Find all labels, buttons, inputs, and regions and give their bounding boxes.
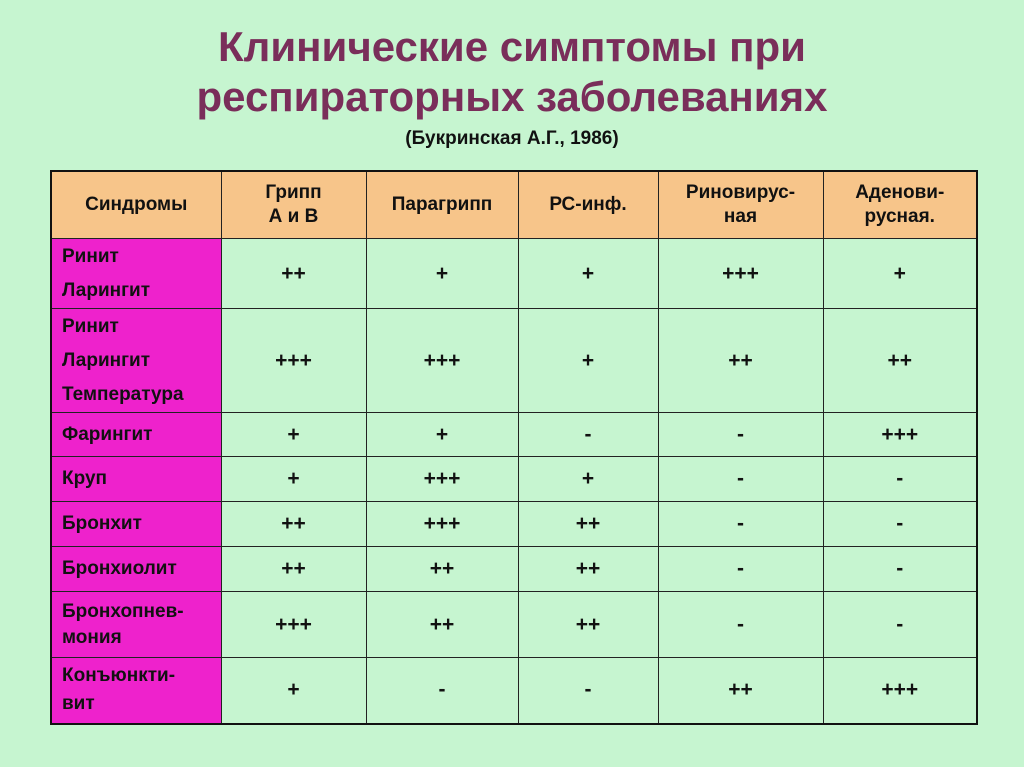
title-line-2: респираторных заболеваниях (196, 73, 828, 120)
table-cell: +++ (366, 457, 518, 502)
table-cell: +++ (658, 239, 823, 309)
table-cell: + (366, 239, 518, 309)
table-cell: - (658, 592, 823, 658)
table-header-row (51, 171, 977, 239)
row-label: Ринит Ларингит (51, 239, 221, 309)
table-cell: - (658, 502, 823, 547)
table-cell: ++ (518, 547, 658, 592)
table-cell: ++ (518, 592, 658, 658)
row-label: Круп (51, 457, 221, 502)
table-cell: ++ (658, 658, 823, 724)
table-cell: - (658, 457, 823, 502)
row-label: Ринит Ларингит Температура (51, 309, 221, 413)
table-cell: ++ (221, 239, 366, 309)
table-row (51, 457, 977, 502)
table-cell: ++ (221, 502, 366, 547)
table-row (51, 547, 977, 592)
table-cell: +++ (221, 592, 366, 658)
header-adenovirus: Аденови- русная. (823, 171, 977, 239)
page-title (0, 22, 1024, 122)
table-cell: - (658, 547, 823, 592)
row-label: Бронхит (51, 502, 221, 547)
table-cell: - (518, 413, 658, 457)
table-cell: + (221, 457, 366, 502)
table-cell: +++ (366, 502, 518, 547)
table-cell: + (518, 457, 658, 502)
table-cell: + (221, 413, 366, 457)
table-cell: - (366, 658, 518, 724)
table-cell: ++ (221, 547, 366, 592)
table-cell: + (518, 309, 658, 413)
header-syndromes: Синдромы (51, 171, 221, 239)
table-cell: +++ (221, 309, 366, 413)
symptoms-table (50, 170, 978, 725)
table-cell: + (823, 239, 977, 309)
row-label: Конъюнкти- вит (51, 658, 221, 724)
table-row (51, 502, 977, 547)
table-cell: - (823, 457, 977, 502)
row-label: Бронхиолит (51, 547, 221, 592)
table-cell: - (823, 592, 977, 658)
table-cell: +++ (823, 658, 977, 724)
table-row (51, 658, 977, 724)
table-cell: - (658, 413, 823, 457)
header-influenza: Грипп А и В (221, 171, 366, 239)
header-rs-infection: РС-инф. (518, 171, 658, 239)
table-cell: ++ (823, 309, 977, 413)
table-cell: + (221, 658, 366, 724)
table-row (51, 309, 977, 413)
table-cell: ++ (658, 309, 823, 413)
table-cell: +++ (366, 309, 518, 413)
header-rhinovirus: Риновирус- ная (658, 171, 823, 239)
table-row (51, 592, 977, 658)
table-row (51, 239, 977, 309)
row-label: Фарингит (51, 413, 221, 457)
row-label: Бронхопнев- мония (51, 592, 221, 658)
table-cell: ++ (518, 502, 658, 547)
header-parainfluenza: Парагрипп (366, 171, 518, 239)
table-cell: - (823, 547, 977, 592)
table-cell: + (518, 239, 658, 309)
table-cell: +++ (823, 413, 977, 457)
title-line-1: Клинические симптомы при (218, 23, 806, 70)
table-row (51, 413, 977, 457)
table-cell: ++ (366, 547, 518, 592)
table-cell: + (366, 413, 518, 457)
table-cell: - (823, 502, 977, 547)
table-cell: ++ (366, 592, 518, 658)
page-subtitle: (Букринская А.Г., 1986) (405, 128, 619, 149)
table-cell: - (518, 658, 658, 724)
